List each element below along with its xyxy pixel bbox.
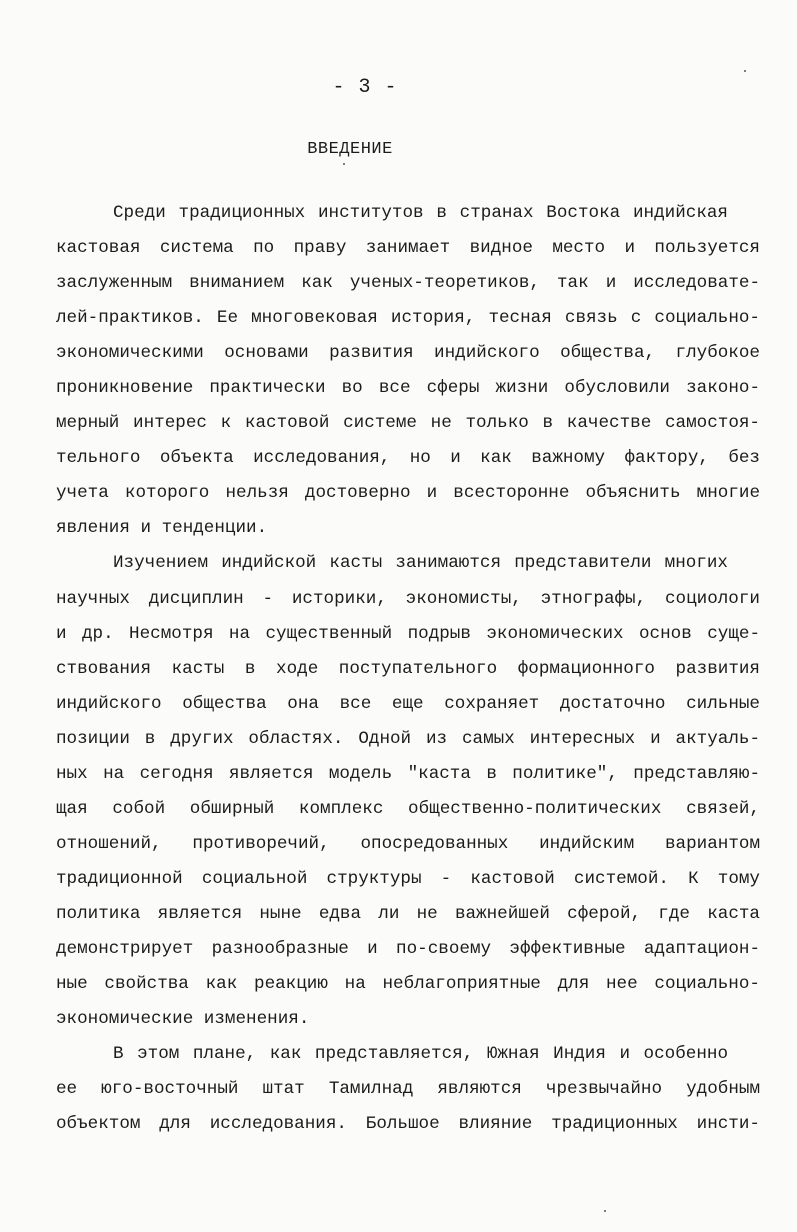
text-line: тельного объекта исследования, но и как важному фактору, без: [56, 448, 760, 468]
page-number: - 3 -: [332, 76, 398, 99]
text-line: Изучением индийской касты занимаются представители многих: [113, 553, 728, 573]
scan-speck: [604, 1210, 606, 1212]
text-line: лей-практиков. Ее многовековая история, тесная связь с социально-: [56, 308, 760, 328]
text-line: ных на сегодня является модель "каста в политике", представляю-: [56, 764, 760, 784]
text-line: политика является ныне едва ли не важнейшей сферой, где каста: [56, 904, 760, 924]
text-line: заслуженным вниманием как ученых-теоретиков, так и исследовате-: [56, 273, 760, 293]
section-heading: ВВЕДЕНИЕ: [307, 140, 393, 159]
text-line: Среди традиционных институтов в странах Востока индийская: [113, 203, 728, 223]
text-line: явления и тенденции.: [56, 518, 268, 538]
text-line: научных дисциплин - историки, экономисты, этнографы, социологи: [56, 589, 760, 609]
text-line: демонстрирует разнообразные и по-своему эффективные адаптацион-: [56, 939, 760, 959]
text-line: экономические изменения.: [56, 1009, 310, 1029]
text-line: В этом плане, как представляется, Южная Индия и особенно: [113, 1044, 728, 1064]
text-line: позиции в других областях. Одной из самых интересных и актуаль-: [56, 729, 760, 749]
scan-speck: [744, 70, 746, 72]
text-line: мерный интерес к кастовой системе не только в качестве самостоя-: [56, 413, 760, 433]
text-line: ствования касты в ходе поступательного формационного развития: [56, 659, 760, 679]
text-line: учета которого нельзя достоверно и всесторонне объяснить многие: [56, 483, 760, 503]
text-line: кастовая система по праву занимает видное место и пользуется: [56, 238, 760, 258]
text-line: ные свойства как реакцию на неблагоприятные для нее социально-: [56, 974, 760, 994]
text-line: объектом для исследования. Большое влияние традиционных инсти-: [56, 1114, 760, 1134]
scan-speck: [343, 163, 345, 165]
text-line: отношений, противоречий, опосредованных индийским вариантом: [56, 834, 760, 854]
text-line: ее юго-восточный штат Тамилнад являются чрезвычайно удобным: [56, 1079, 760, 1099]
text-line: щая собой обширный комплекс общественно-политических связей,: [56, 799, 760, 819]
text-line: традиционной социальной структуры - кастовой системой. К тому: [56, 869, 760, 889]
text-line: индийского общества она все еще сохраняет достаточно сильные: [56, 694, 760, 714]
text-line: и др. Несмотря на существенный подрыв экономических основ суще-: [56, 624, 760, 644]
text-line: экономическими основами развития индийского общества, глубокое: [56, 343, 760, 363]
text-line: проникновение практически во все сферы жизни обусловили законо-: [56, 378, 760, 398]
